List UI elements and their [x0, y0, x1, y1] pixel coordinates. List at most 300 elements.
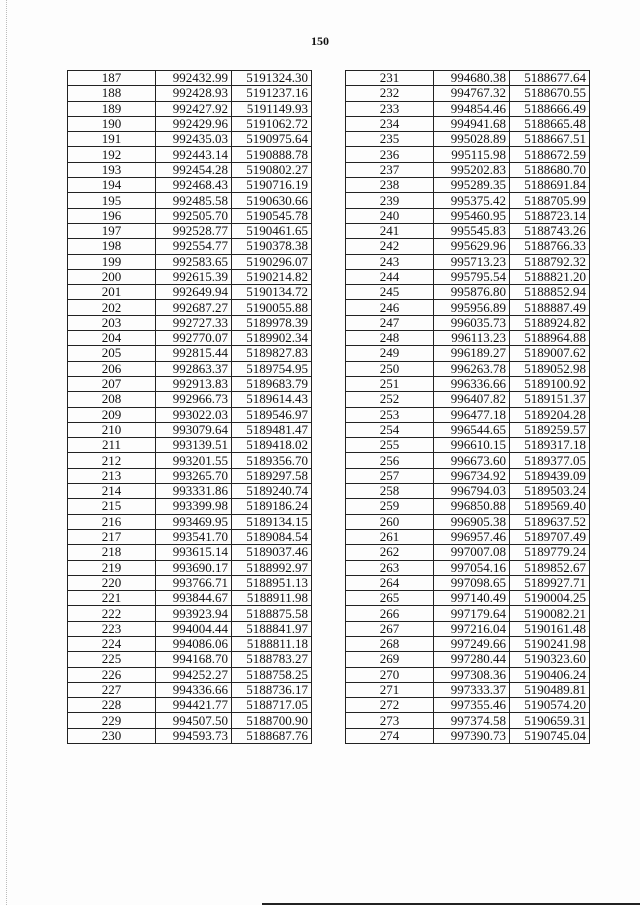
- x-coordinate: 997054.16: [434, 560, 510, 575]
- table-row: [346, 178, 590, 193]
- x-coordinate: 994767.32: [434, 86, 510, 101]
- y-coordinate: 5189779.24: [510, 545, 590, 560]
- x-coordinate: 997249.66: [434, 636, 510, 651]
- x-coordinate: 994336.66: [156, 682, 232, 697]
- x-coordinate: 994941.68: [434, 116, 510, 131]
- y-coordinate: 5188680.70: [510, 162, 590, 177]
- y-coordinate: 5188723.14: [510, 208, 590, 223]
- point-number: 191: [68, 132, 156, 147]
- point-number: 257: [346, 468, 434, 483]
- x-coordinate: 996734.92: [434, 468, 510, 483]
- point-number: 238: [346, 178, 434, 193]
- point-number: 265: [346, 591, 434, 606]
- y-coordinate: 5191149.93: [232, 101, 312, 116]
- x-coordinate: 997355.46: [434, 698, 510, 713]
- y-coordinate: 5189683.79: [232, 376, 312, 391]
- table-row: [346, 147, 590, 162]
- y-coordinate: 5190975.64: [232, 132, 312, 147]
- y-coordinate: 5189707.49: [510, 529, 590, 544]
- x-coordinate: 992913.83: [156, 376, 232, 391]
- y-coordinate: 5190214.82: [232, 269, 312, 284]
- table-row: [68, 193, 312, 208]
- point-number: 197: [68, 223, 156, 238]
- table-row: [346, 407, 590, 422]
- point-number: 234: [346, 116, 434, 131]
- point-number: 189: [68, 101, 156, 116]
- x-coordinate: 997007.08: [434, 545, 510, 560]
- point-number: 253: [346, 407, 434, 422]
- x-coordinate: 996263.78: [434, 361, 510, 376]
- x-coordinate: 993265.70: [156, 468, 232, 483]
- table-row: [346, 239, 590, 254]
- table-row: [346, 468, 590, 483]
- x-coordinate: 995115.98: [434, 147, 510, 162]
- y-coordinate: 5188887.49: [510, 300, 590, 315]
- table-row: [68, 86, 312, 101]
- y-coordinate: 5188743.26: [510, 223, 590, 238]
- table-row: [346, 346, 590, 361]
- x-coordinate: 996113.23: [434, 331, 510, 346]
- y-coordinate: 5189978.39: [232, 315, 312, 330]
- point-number: 203: [68, 315, 156, 330]
- point-number: 200: [68, 269, 156, 284]
- x-coordinate: 994680.38: [434, 71, 510, 86]
- x-coordinate: 994004.44: [156, 621, 232, 636]
- table-row: [346, 300, 590, 315]
- y-coordinate: 5189439.09: [510, 468, 590, 483]
- table-row: [68, 621, 312, 636]
- x-coordinate: 996189.27: [434, 346, 510, 361]
- point-number: 258: [346, 484, 434, 499]
- y-coordinate: 5189754.95: [232, 361, 312, 376]
- point-number: 242: [346, 239, 434, 254]
- point-number: 232: [346, 86, 434, 101]
- page-number: 150: [311, 34, 329, 48]
- x-coordinate: 992863.37: [156, 361, 232, 376]
- x-coordinate: 996850.88: [434, 499, 510, 514]
- point-number: 241: [346, 223, 434, 238]
- table-row: [346, 269, 590, 284]
- x-coordinate: 992505.70: [156, 208, 232, 223]
- y-coordinate: 5189481.47: [232, 422, 312, 437]
- point-number: 228: [68, 698, 156, 713]
- table-row: [68, 698, 312, 713]
- point-number: 244: [346, 269, 434, 284]
- x-coordinate: 995375.42: [434, 193, 510, 208]
- x-coordinate: 992554.77: [156, 239, 232, 254]
- table-row: [346, 86, 590, 101]
- x-coordinate: 994593.73: [156, 728, 232, 743]
- x-coordinate: 993541.70: [156, 529, 232, 544]
- table-row: [68, 208, 312, 223]
- point-number: 254: [346, 422, 434, 437]
- point-number: 210: [68, 422, 156, 437]
- table-row: [68, 300, 312, 315]
- point-number: 208: [68, 392, 156, 407]
- table-row: [346, 591, 590, 606]
- table-row: [68, 331, 312, 346]
- point-number: 246: [346, 300, 434, 315]
- table-body: [68, 71, 312, 744]
- point-number: 216: [68, 514, 156, 529]
- point-number: 233: [346, 101, 434, 116]
- table-row: [68, 606, 312, 621]
- y-coordinate: 5189100.92: [510, 376, 590, 391]
- y-coordinate: 5188672.59: [510, 147, 590, 162]
- table-row: [68, 376, 312, 391]
- y-coordinate: 5188783.27: [232, 652, 312, 667]
- y-coordinate: 5189546.97: [232, 407, 312, 422]
- point-number: 270: [346, 667, 434, 682]
- table-row: [346, 254, 590, 269]
- x-coordinate: 997140.49: [434, 591, 510, 606]
- table-row: [68, 468, 312, 483]
- point-number: 212: [68, 453, 156, 468]
- point-number: 201: [68, 285, 156, 300]
- y-coordinate: 5189240.74: [232, 484, 312, 499]
- x-coordinate: 992428.93: [156, 86, 232, 101]
- x-coordinate: 992435.03: [156, 132, 232, 147]
- y-coordinate: 5188677.64: [510, 71, 590, 86]
- point-number: 225: [68, 652, 156, 667]
- x-coordinate: 995629.96: [434, 239, 510, 254]
- point-number: 222: [68, 606, 156, 621]
- y-coordinate: 5188700.90: [232, 713, 312, 728]
- table-row: [346, 636, 590, 651]
- table-row: [346, 713, 590, 728]
- table-row: [68, 438, 312, 453]
- table-row: [346, 514, 590, 529]
- point-number: 236: [346, 147, 434, 162]
- y-coordinate: 5190716.19: [232, 178, 312, 193]
- point-number: 256: [346, 453, 434, 468]
- table-row: [68, 285, 312, 300]
- x-coordinate: 994086.06: [156, 636, 232, 651]
- point-number: 229: [68, 713, 156, 728]
- x-coordinate: 993399.98: [156, 499, 232, 514]
- table-row: [68, 667, 312, 682]
- y-coordinate: 5189134.15: [232, 514, 312, 529]
- x-coordinate: 997280.44: [434, 652, 510, 667]
- x-coordinate: 997098.65: [434, 575, 510, 590]
- table-row: [68, 545, 312, 560]
- y-coordinate: 5189204.28: [510, 407, 590, 422]
- table-row: [68, 346, 312, 361]
- y-coordinate: 5188875.58: [232, 606, 312, 621]
- x-coordinate: 992615.39: [156, 269, 232, 284]
- table-row: [68, 315, 312, 330]
- x-coordinate: 995028.89: [434, 132, 510, 147]
- y-coordinate: 5190888.78: [232, 147, 312, 162]
- point-number: 192: [68, 147, 156, 162]
- table-row: [346, 529, 590, 544]
- point-number: 193: [68, 162, 156, 177]
- y-coordinate: 5188687.76: [232, 728, 312, 743]
- point-number: 205: [68, 346, 156, 361]
- x-coordinate: 993331.86: [156, 484, 232, 499]
- y-coordinate: 5189259.57: [510, 422, 590, 437]
- x-coordinate: 992583.65: [156, 254, 232, 269]
- y-coordinate: 5190296.07: [232, 254, 312, 269]
- x-coordinate: 996336.66: [434, 376, 510, 391]
- table-row: [346, 315, 590, 330]
- y-coordinate: 5188665.48: [510, 116, 590, 131]
- x-coordinate: 992966.73: [156, 392, 232, 407]
- y-coordinate: 5190004.25: [510, 591, 590, 606]
- point-number: 235: [346, 132, 434, 147]
- y-coordinate: 5190323.60: [510, 652, 590, 667]
- table-row: [68, 254, 312, 269]
- point-number: 206: [68, 361, 156, 376]
- table-row: [68, 514, 312, 529]
- point-number: 249: [346, 346, 434, 361]
- x-coordinate: 996673.60: [434, 453, 510, 468]
- x-coordinate: 992528.77: [156, 223, 232, 238]
- point-number: 190: [68, 116, 156, 131]
- x-coordinate: 992687.27: [156, 300, 232, 315]
- point-number: 252: [346, 392, 434, 407]
- point-number: 266: [346, 606, 434, 621]
- y-coordinate: 5188717.05: [232, 698, 312, 713]
- x-coordinate: 995795.54: [434, 269, 510, 284]
- table-row: [346, 621, 590, 636]
- x-coordinate: 993690.17: [156, 560, 232, 575]
- y-coordinate: 5189037.46: [232, 545, 312, 560]
- table-row: [346, 560, 590, 575]
- x-coordinate: 997374.58: [434, 713, 510, 728]
- table-row: [346, 545, 590, 560]
- x-coordinate: 996544.65: [434, 422, 510, 437]
- point-number: 188: [68, 86, 156, 101]
- y-coordinate: 5190378.38: [232, 239, 312, 254]
- x-coordinate: 993139.51: [156, 438, 232, 453]
- y-coordinate: 5190055.88: [232, 300, 312, 315]
- y-coordinate: 5188666.49: [510, 101, 590, 116]
- x-coordinate: 995202.83: [434, 162, 510, 177]
- y-coordinate: 5189151.37: [510, 392, 590, 407]
- table-row: [346, 132, 590, 147]
- y-coordinate: 5188667.51: [510, 132, 590, 147]
- point-number: 243: [346, 254, 434, 269]
- x-coordinate: 994168.70: [156, 652, 232, 667]
- y-coordinate: 5188821.20: [510, 269, 590, 284]
- y-coordinate: 5189902.34: [232, 331, 312, 346]
- x-coordinate: 992429.96: [156, 116, 232, 131]
- y-coordinate: 5190630.66: [232, 193, 312, 208]
- point-number: 198: [68, 239, 156, 254]
- table-row: [68, 591, 312, 606]
- y-coordinate: 5191062.72: [232, 116, 312, 131]
- point-number: 262: [346, 545, 434, 560]
- y-coordinate: 5190659.31: [510, 713, 590, 728]
- point-number: 230: [68, 728, 156, 743]
- y-coordinate: 5189084.54: [232, 529, 312, 544]
- y-coordinate: 5189186.24: [232, 499, 312, 514]
- table-row: [346, 453, 590, 468]
- x-coordinate: 993469.95: [156, 514, 232, 529]
- x-coordinate: 993201.55: [156, 453, 232, 468]
- x-coordinate: 993615.14: [156, 545, 232, 560]
- point-number: 245: [346, 285, 434, 300]
- y-coordinate: 5190134.72: [232, 285, 312, 300]
- table-row: [346, 361, 590, 376]
- y-coordinate: 5190745.04: [510, 728, 590, 743]
- y-coordinate: 5189377.05: [510, 453, 590, 468]
- x-coordinate: 997216.04: [434, 621, 510, 636]
- table-row: [346, 71, 590, 86]
- table-row: [68, 652, 312, 667]
- point-number: 195: [68, 193, 156, 208]
- y-coordinate: 5189317.18: [510, 438, 590, 453]
- point-number: 271: [346, 682, 434, 697]
- y-coordinate: 5189503.24: [510, 484, 590, 499]
- x-coordinate: 993923.94: [156, 606, 232, 621]
- x-coordinate: 997308.36: [434, 667, 510, 682]
- point-number: 273: [346, 713, 434, 728]
- y-coordinate: 5188841.97: [232, 621, 312, 636]
- y-coordinate: 5190545.78: [232, 208, 312, 223]
- point-number: 223: [68, 621, 156, 636]
- point-number: 260: [346, 514, 434, 529]
- y-coordinate: 5188992.97: [232, 560, 312, 575]
- x-coordinate: 992432.99: [156, 71, 232, 86]
- x-coordinate: 996905.38: [434, 514, 510, 529]
- x-coordinate: 993844.67: [156, 591, 232, 606]
- table-row: [346, 575, 590, 590]
- y-coordinate: 5188852.94: [510, 285, 590, 300]
- y-coordinate: 5189356.70: [232, 453, 312, 468]
- table-row: [346, 484, 590, 499]
- table-row: [346, 392, 590, 407]
- table-row: [68, 713, 312, 728]
- table-row: [346, 285, 590, 300]
- table-row: [68, 147, 312, 162]
- point-number: 248: [346, 331, 434, 346]
- point-number: 221: [68, 591, 156, 606]
- table-row: [346, 193, 590, 208]
- x-coordinate: 992649.94: [156, 285, 232, 300]
- point-number: 272: [346, 698, 434, 713]
- table-row: [346, 438, 590, 453]
- point-number: 250: [346, 361, 434, 376]
- x-coordinate: 992468.43: [156, 178, 232, 193]
- point-number: 214: [68, 484, 156, 499]
- point-number: 209: [68, 407, 156, 422]
- x-coordinate: 996477.18: [434, 407, 510, 422]
- x-coordinate: 992485.58: [156, 193, 232, 208]
- table-row: [68, 575, 312, 590]
- point-number: 240: [346, 208, 434, 223]
- point-number: 255: [346, 438, 434, 453]
- point-number: 259: [346, 499, 434, 514]
- y-coordinate: 5188758.25: [232, 667, 312, 682]
- table-row: [68, 407, 312, 422]
- table-row: [68, 132, 312, 147]
- point-number: 217: [68, 529, 156, 544]
- table-row: [346, 698, 590, 713]
- x-coordinate: 992427.92: [156, 101, 232, 116]
- table-row: [68, 560, 312, 575]
- point-number: 264: [346, 575, 434, 590]
- table-row: [68, 422, 312, 437]
- table-row: [68, 71, 312, 86]
- table-row: [346, 376, 590, 391]
- point-number: 237: [346, 162, 434, 177]
- y-coordinate: 5190461.65: [232, 223, 312, 238]
- point-number: 187: [68, 71, 156, 86]
- table-row: [68, 529, 312, 544]
- y-coordinate: 5191324.30: [232, 71, 312, 86]
- x-coordinate: 992454.28: [156, 162, 232, 177]
- table-row: [68, 636, 312, 651]
- table-row: [346, 223, 590, 238]
- y-coordinate: 5188911.98: [232, 591, 312, 606]
- point-number: 211: [68, 438, 156, 453]
- point-number: 267: [346, 621, 434, 636]
- point-number: 227: [68, 682, 156, 697]
- point-number: 261: [346, 529, 434, 544]
- point-number: 226: [68, 667, 156, 682]
- x-coordinate: 997179.64: [434, 606, 510, 621]
- page-edge-mark: [6, 0, 7, 905]
- y-coordinate: 5190161.48: [510, 621, 590, 636]
- y-coordinate: 5188811.18: [232, 636, 312, 651]
- point-number: 199: [68, 254, 156, 269]
- table-row: [68, 116, 312, 131]
- x-coordinate: 992727.33: [156, 315, 232, 330]
- coordinates-table-left: [67, 70, 312, 744]
- table-row: [68, 361, 312, 376]
- point-number: 196: [68, 208, 156, 223]
- table-row: [346, 682, 590, 697]
- table-row: [68, 392, 312, 407]
- x-coordinate: 996610.15: [434, 438, 510, 453]
- x-coordinate: 996407.82: [434, 392, 510, 407]
- table-row: [346, 667, 590, 682]
- table-row: [346, 422, 590, 437]
- table-row: [68, 223, 312, 238]
- table-row: [346, 728, 590, 743]
- y-coordinate: 5189052.98: [510, 361, 590, 376]
- table-row: [346, 606, 590, 621]
- table-row: [68, 178, 312, 193]
- x-coordinate: 992770.07: [156, 331, 232, 346]
- point-number: 218: [68, 545, 156, 560]
- table-row: [346, 208, 590, 223]
- point-number: 220: [68, 575, 156, 590]
- point-number: 274: [346, 728, 434, 743]
- y-coordinate: 5188766.33: [510, 239, 590, 254]
- y-coordinate: 5190802.27: [232, 162, 312, 177]
- table-row: [68, 484, 312, 499]
- x-coordinate: 995289.35: [434, 178, 510, 193]
- table-row: [346, 331, 590, 346]
- x-coordinate: 995713.23: [434, 254, 510, 269]
- point-number: 213: [68, 468, 156, 483]
- y-coordinate: 5189852.67: [510, 560, 590, 575]
- y-coordinate: 5188924.82: [510, 315, 590, 330]
- y-coordinate: 5189637.52: [510, 514, 590, 529]
- point-number: 202: [68, 300, 156, 315]
- x-coordinate: 995460.95: [434, 208, 510, 223]
- point-number: 204: [68, 331, 156, 346]
- x-coordinate: 995545.83: [434, 223, 510, 238]
- point-number: 251: [346, 376, 434, 391]
- coordinates-table-right: [345, 70, 590, 744]
- y-coordinate: 5190406.24: [510, 667, 590, 682]
- x-coordinate: 996035.73: [434, 315, 510, 330]
- y-coordinate: 5188951.13: [232, 575, 312, 590]
